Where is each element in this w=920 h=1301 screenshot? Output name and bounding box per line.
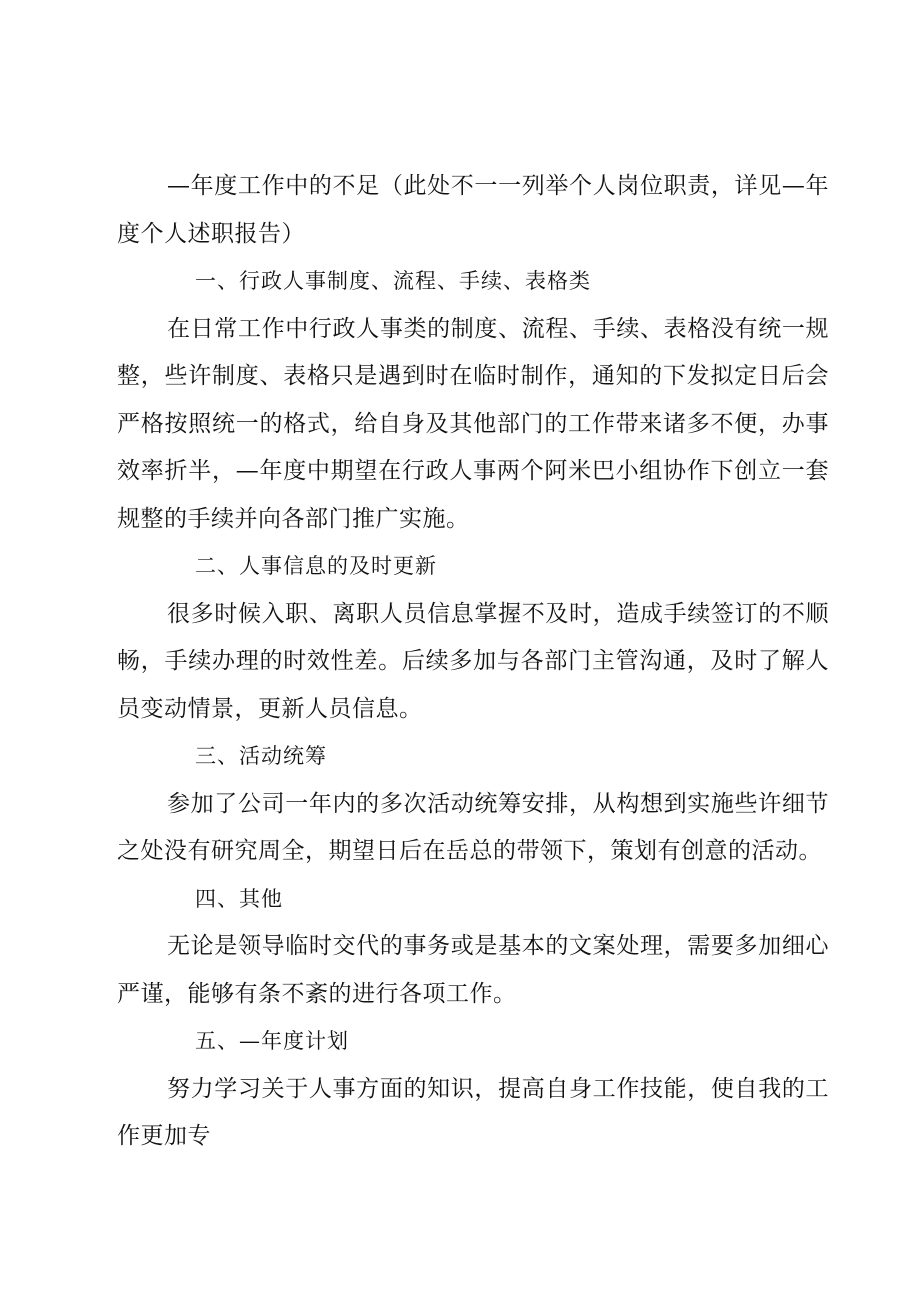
document-body [117, 163, 829, 1161]
intro-paragraph: —年度工作中的不足（此处不一一列举个人岗位职责，详见—年度个人述职报告） [117, 173, 829, 247]
section-body-1: 在日常工作中行政人事类的制度、流程、手续、表格没有统一规整，些许制度、表格只是遇到时在临时制作，通知的下发拟定日后会严格按照统一的格式，给自身及其他部门的工作带来诸多不便，办事效率折半，—年度中期望在行政人事两个阿米巴小组协作下创立一套规整的手续并向各部门推广实施。 [117, 315, 829, 532]
section-heading-2: 二、人事信息的及时更新 [195, 554, 437, 578]
section-heading-1: 一、行政人事制度、流程、手续、表格类 [195, 269, 591, 293]
section-body-3: 参加了公司一年内的多次活动统筹安排，从构想到实施些许细节之处没有研究周全，期望日后在岳总的带领下，策划有创意的活动。 [117, 790, 829, 864]
section-body-2: 很多时候入职、离职人员信息掌握不及时，造成手续签订的不顺畅，手续办理的时效性差。后续多加与各部门主管沟通，及时了解人员变动情景，更新人员信息。 [117, 600, 829, 722]
section-heading-4: 四、其他 [195, 886, 283, 911]
section-body-5: 努力学习关于人事方面的知识，提高自身工作技能，使自我的工作更加专 [117, 1075, 829, 1149]
section-body-4: 无论是领导临时交代的事务或是基本的文案处理，需要多加细心严谨，能够有条不紊的进行各项工作。 [117, 933, 829, 1007]
section-heading-3: 三、活动统筹 [195, 744, 327, 768]
section-heading-5: 五、—年度计划 [195, 1029, 349, 1053]
